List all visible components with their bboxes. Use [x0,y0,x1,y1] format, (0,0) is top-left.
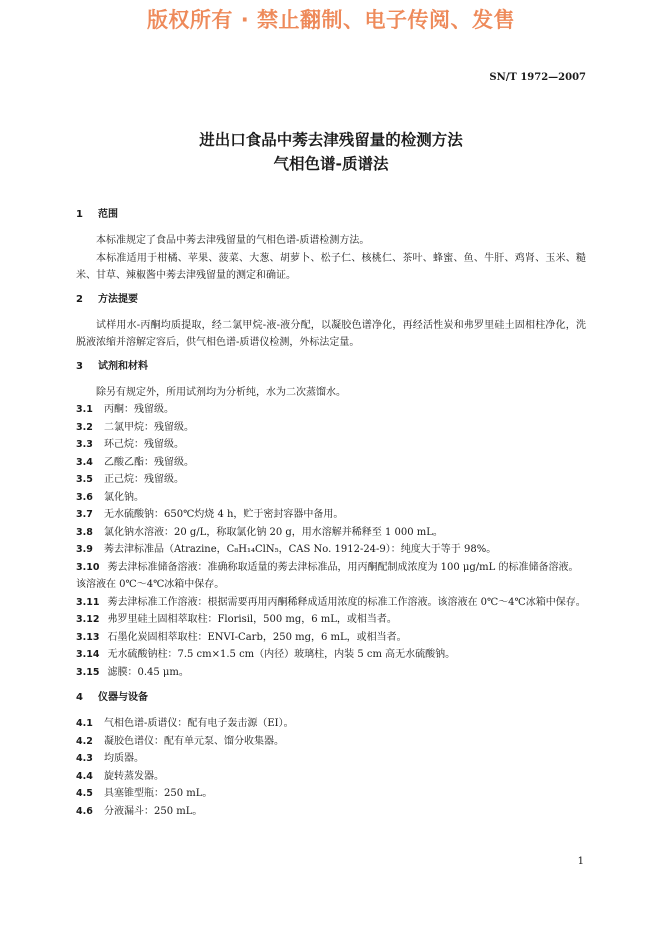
document-subtitle: 气相色谱-质谱法 [273,155,389,173]
reagents-list [76,401,586,681]
section-number: 1 [76,209,83,220]
clause-number: 3.14 [76,649,100,660]
section-heading-reagents [76,360,586,374]
section-title: 试剂和材料 [98,360,148,372]
standard-number: SN/T 1972—2007 [489,72,586,83]
clause-text: 环己烷：残留级。 [104,439,184,450]
apparatus-list [76,715,586,820]
clause-number: 3.4 [76,456,93,468]
clause-number: 4.1 [76,718,93,729]
clause-number: 3.6 [76,491,93,503]
clause-number: 4.5 [76,788,93,799]
clause-number: 3.8 [76,526,93,538]
reagent-item-3-14 [76,646,586,664]
apparatus-item-4-4 [76,768,586,786]
page-number: 1 [577,856,584,867]
scope-paragraph-1: 本标准规定了食品中莠去津残留量的气相色谱-质谱检测方法。 [96,235,370,246]
clause-text: 具塞锥型瓶：250 mL。 [104,788,213,799]
clause-text: 无水硫酸钠：650℃灼烧 4 h，贮于密封容器中备用。 [104,509,344,520]
clause-number: 3.13 [76,631,100,643]
reagent-item-3-6 [76,489,586,507]
reagent-item-3-1 [76,401,586,419]
section-number: 4 [76,692,83,703]
section-number: 2 [76,293,83,305]
clause-text: 无水硫酸钠柱：7.5 cm×1.5 cm（内径）玻璃柱，内装 5 cm 高无水硫酸钠。 [107,649,456,660]
method-summary-paragraph: 试样用水-丙酮均质提取，经二氯甲烷-液-液分配，以凝胶色谱净化，再经活性炭和弗罗里硅土固相柱净化，洗脱液浓缩并溶解定容后，供气相色谱-质谱仪检测，外标法定量。 [76,319,586,348]
clause-text: 正己烷：残留级。 [104,474,184,485]
apparatus-item-4-2 [76,733,586,751]
clause-number: 3.2 [76,421,93,433]
clause-text: 丙酮：残留级。 [104,404,174,415]
clause-number: 4.4 [76,770,93,782]
clause-text: 氯化钠水溶液：20 g/L，称取氯化钠 20 g，用水溶解并稀释至 1 000 mL。 [104,526,443,538]
clause-number: 4.2 [76,735,93,747]
clause-text: 凝胶色谱仪：配有单元泵、馏分收集器。 [104,735,284,747]
reagent-item-3-7 [76,506,586,524]
section-heading-scope [76,208,586,222]
clause-number: 3.10 [76,561,100,573]
apparatus-item-4-5 [76,785,586,803]
reagent-item-3-12 [76,611,586,629]
clause-number: 3.1 [76,404,93,415]
clause-number: 3.9 [76,544,93,555]
clause-number: 3.7 [76,509,93,520]
reagent-item-3-11 [76,594,586,612]
clause-text: 弗罗里硅土固相萃取柱：Florisil，500 mg，6 mL，或相当者。 [107,614,397,625]
clause-text: 莠去津标准储备溶液：准确称取适量的莠去津标准品，用丙酮配制成浓度为 100 μg/mL 的标准储备溶液。该溶液在 0℃～4℃冰箱中保存。 [76,561,579,590]
clause-text: 分液漏斗：250 mL。 [104,805,203,817]
reagent-item-3-9 [76,541,586,559]
section-title: 仪器与设备 [98,692,148,703]
reagents-intro: 除另有规定外，所用试剂均为分析纯，水为二次蒸馏水。 [96,386,346,398]
reagent-item-3-13 [76,629,586,647]
clause-text: 莠去津标准品（Atrazine，C₈H₁₄ClN₅，CAS No. 1912-24-9）：纯度大于等于 98%。 [104,544,497,555]
reagent-item-3-10 [76,559,586,594]
copyright-watermark: 版权所有 · 禁止翻制、电子传阅、发售 [146,8,516,32]
reagent-item-3-5 [76,471,586,489]
clause-text: 气相色谱-质谱仪：配有电子轰击源（EI）。 [104,718,294,729]
clause-text: 乙酸乙酯：残留级。 [104,456,194,468]
document-title: 进出口食品中莠去津残留量的检测方法 [199,131,463,149]
reagent-item-3-4 [76,454,586,472]
clause-number: 3.5 [76,474,93,485]
apparatus-item-4-1 [76,715,586,733]
clause-text: 莠去津标准工作溶液：根据需要再用丙酮稀释成适用浓度的标准工作溶液。该溶液在 0℃～4℃冰箱中保存。 [107,596,586,608]
clause-number: 3.12 [76,614,100,625]
clause-number: 4.3 [76,753,93,764]
section-title: 范围 [98,209,118,220]
scope-paragraph-2: 本标准适用于柑橘、苹果、菠菜、大葱、胡萝卜、松子仁、核桃仁、茶叶、蜂蜜、鱼、牛肝、鸡肾、玉米、糙米、甘草、辣椒酱中莠去津残留量的测定和确证。 [76,252,586,281]
section-heading-apparatus [76,691,586,705]
apparatus-item-4-6 [76,803,586,821]
clause-number: 4.6 [76,805,93,817]
reagent-item-3-8 [76,524,586,542]
section-title: 方法提要 [98,293,138,305]
reagent-item-3-15 [76,664,586,682]
clause-number: 3.11 [76,596,100,608]
section-number: 3 [76,360,83,372]
clause-text: 二氯甲烷：残留级。 [104,421,194,433]
section-heading-method-summary [76,293,586,307]
reagent-item-3-2 [76,419,586,437]
apparatus-item-4-3 [76,750,586,768]
clause-text: 氯化钠。 [104,491,144,503]
clause-text: 石墨化炭固相萃取柱：ENVI-Carb，250 mg，6 mL，或相当者。 [107,631,407,643]
clause-number: 3.15 [76,666,100,678]
clause-text: 均质器。 [104,753,144,764]
reagent-item-3-3 [76,436,586,454]
document-body [76,208,586,820]
clause-text: 旋转蒸发器。 [104,770,164,782]
clause-text: 滤膜：0.45 μm。 [107,666,189,678]
clause-number: 3.3 [76,439,93,450]
